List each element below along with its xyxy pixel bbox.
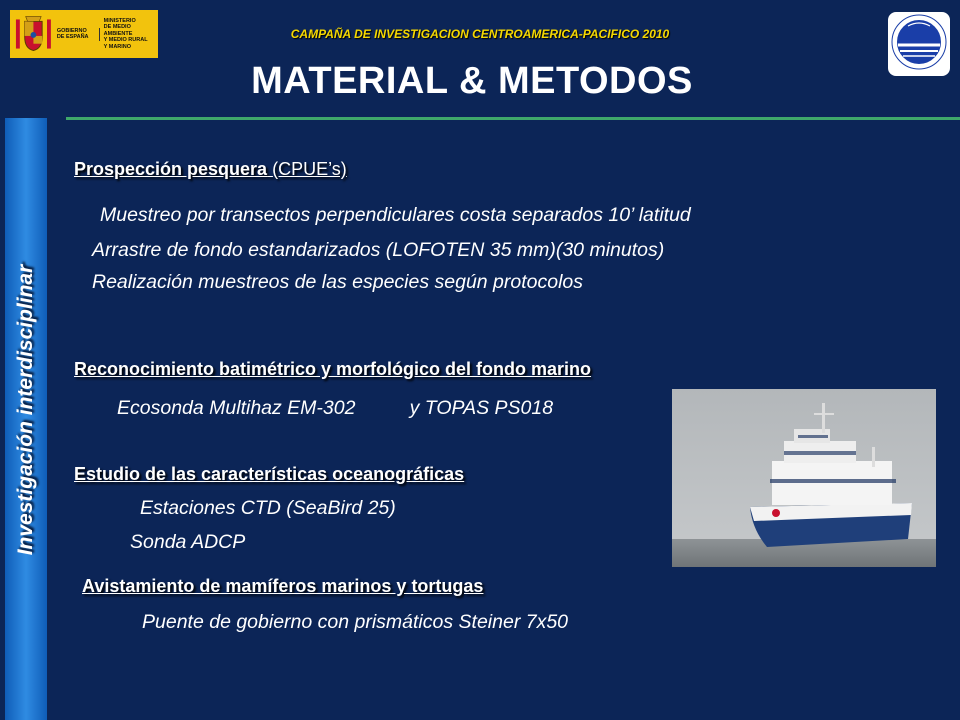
campaign-title: CAMPAÑA DE INVESTIGACION CENTROAMERICA-PACIFICO 2010 xyxy=(290,27,670,41)
list-item: Arrastre de fondo estandarizados (LOFOTEN 35 mm)(30 minutos) xyxy=(92,239,665,261)
section-heading-batimetrico: Reconocimiento batimétrico y morfológico del fondo marino xyxy=(74,359,592,379)
section-heading-paren: (CPUE’s) xyxy=(272,159,347,179)
slide-title: MATERIAL & METODOS xyxy=(251,60,693,102)
ministerio-text: MINISTERIO DE MEDIO AMBIENTE Y MEDIO RURAL Y MARINO xyxy=(103,17,148,50)
research-vessel-photo xyxy=(672,389,936,567)
list-item: Estaciones CTD (SeaBird 25) xyxy=(140,497,396,519)
list-item: Sonda ADCP xyxy=(130,531,246,553)
ieo-globe-icon xyxy=(888,12,950,76)
section-heading-avistamiento: Avistamiento de mamíferos marinos y tortugas xyxy=(82,576,484,596)
institute-logo xyxy=(888,12,950,76)
gobierno-de-espana-text: GOBIERNO DE ESPAÑA xyxy=(57,28,100,41)
sidebar-label: Investigación interdisciplinar xyxy=(14,264,37,556)
section-heading-text: Prospección pesquera xyxy=(74,159,268,179)
list-item: Muestreo por transectos perpendiculares costa separados 10’ latitud xyxy=(100,204,691,226)
ship-image-icon xyxy=(672,389,936,567)
list-item: Puente de gobierno con prismáticos Steiner 7x50 xyxy=(142,611,569,633)
list-item: Ecosonda Multihaz EM-302 y TOPAS PS018 xyxy=(117,397,554,419)
section-heading-oceanografia: Estudio de las características oceanográficas xyxy=(74,464,465,484)
list-item: Realización muestreos de las especies según protocolos xyxy=(92,271,584,293)
section-heading-prospeccion xyxy=(74,159,347,180)
divider-line xyxy=(66,117,960,120)
spain-coat-of-arms-icon xyxy=(14,13,53,55)
government-logo xyxy=(10,10,158,58)
